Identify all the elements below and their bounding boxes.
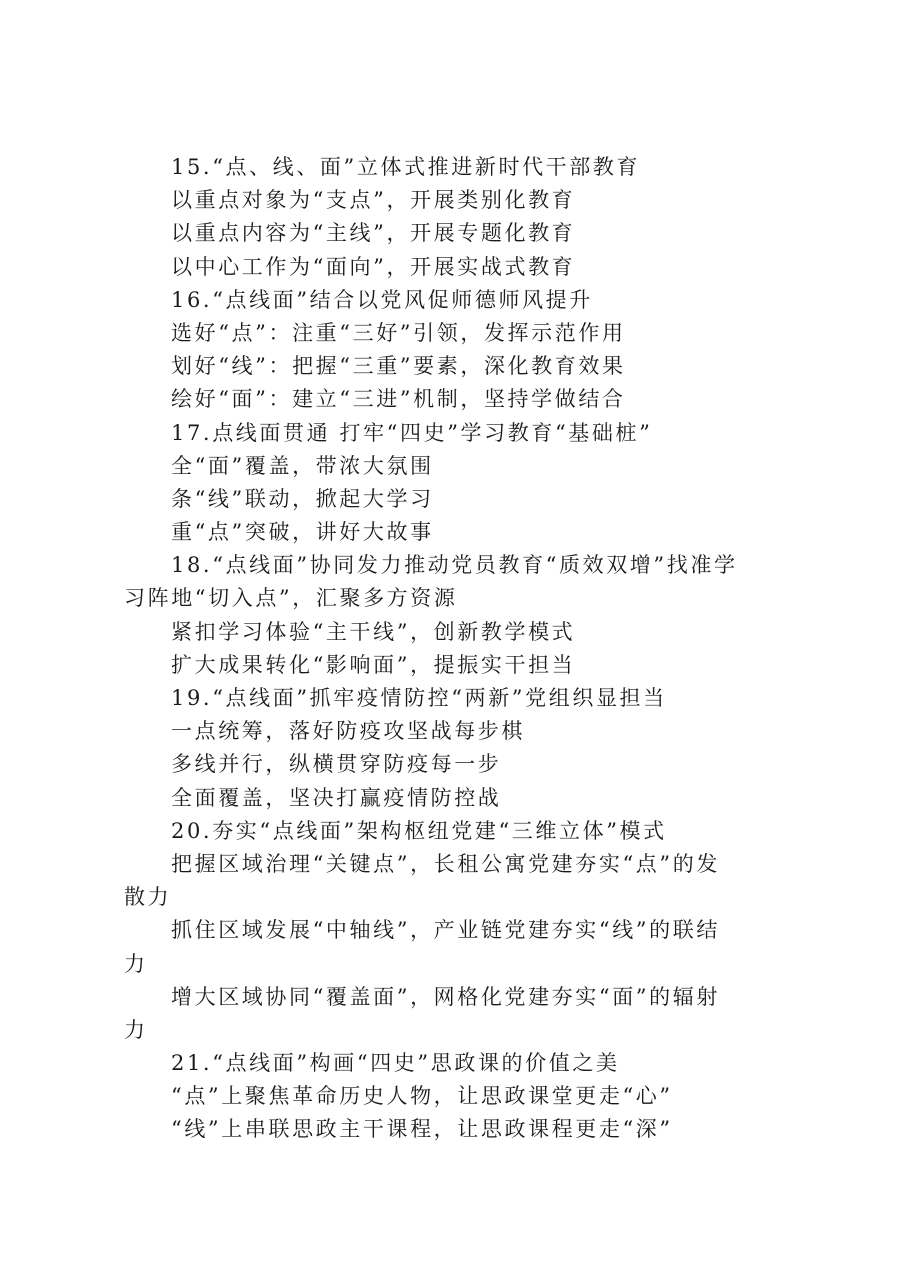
heading-19: 19.“点线面”抓牢疫情防控“两新”党组织显担当 [171,686,667,710]
paragraph-line: 一点统筹，落好防疫攻坚战每步棋 [171,719,525,744]
paragraph-line: 抓住区域发展“中轴线”，产业链党建夯实“线”的联结 [171,918,720,943]
paragraph-line: 绘好“面”：建立“三进”机制，坚持学做结合 [171,387,626,412]
paragraph-line: 全“面”覆盖，带浓大氛围 [171,453,434,478]
heading-15: 15.“点、线、面”立体式推进新时代干部教育 [171,155,641,179]
paragraph-line: 全面覆盖，坚决打赢疫情防控战 [171,785,502,810]
paragraph-line: 扩大成果转化“影响面”，提振实干担当 [171,652,576,677]
paragraph-line: 以中心工作为“面向”，开展实战式教育 [171,254,576,279]
paragraph-line-continuation: 力 [124,951,148,976]
heading-18: 18.“点线面”协同发力推动党员教育“质效双增”找准学 [171,553,738,578]
paragraph-line: 以重点对象为“支点”，开展类别化教育 [171,188,576,213]
document-body [124,151,804,1147]
heading-20: 20.夯实“点线面”架构枢纽党建“三维立体”模式 [171,818,667,843]
paragraph-line: 条“线”联动，掀起大学习 [171,486,434,511]
paragraph-line: 多线并行，纵横贯穿防疫每一步 [171,752,502,777]
paragraph-line: 重“点”突破，讲好大故事 [171,520,434,545]
paragraph-line: “线”上串联思政主干课程，让思政课程更走“深” [171,1117,673,1142]
paragraph-line: 以重点内容为“主线”，开展专题化教育 [171,221,576,246]
paragraph-line: 划好“线”：把握“三重”要素，深化教育效果 [171,354,626,379]
heading-17: 17.点线面贯通 打牢“四史”学习教育“基础桩” [171,420,653,445]
paragraph-line: 把握区域治理“关键点”，长租公寓党建夯实“点”的发 [171,851,720,876]
paragraph-line-continuation: 力 [124,1017,148,1042]
paragraph-line: 紧扣学习体验“主干线”，创新教学模式 [171,619,576,644]
paragraph-line: “点”上聚焦革命历史人物，让思政课堂更走“心” [171,1084,673,1109]
paragraph-line: 增大区域协同“覆盖面”，网格化党建夯实“面”的辐射 [171,984,720,1009]
heading-18-continuation: 习阵地“切入点”，汇聚多方资源 [124,586,458,611]
paragraph-line-continuation: 散力 [124,885,172,910]
paragraph-line: 选好“点”：注重“三好”引领，发挥示范作用 [171,320,626,345]
heading-21: 21.“点线面”构画“四史”思政课的价值之美 [171,1051,620,1076]
heading-16: 16.“点线面”结合以党风促师德师风提升 [171,287,593,312]
